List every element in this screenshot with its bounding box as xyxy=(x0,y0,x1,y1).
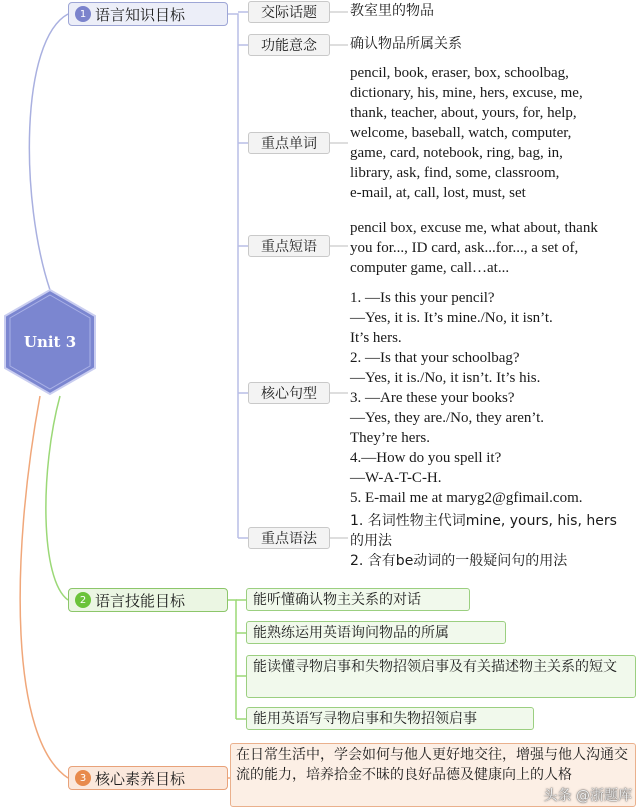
label-key-words[interactable]: 重点单词 xyxy=(248,132,330,154)
branch-number: 2 xyxy=(75,592,91,608)
skill-item-listening: 能听懂确认物主关系的对话 xyxy=(246,588,470,611)
content-sentence-patterns: 1. —Is this your pencil? —Yes, it is. It’s mine./No, it isn’t. It’s hers. 2. —Is that your schoolbag? —Yes, it is./No, it isn’t. It’s his. 3. —Are these your books? —Yes, they are./No, they aren’t. They’re hers. 4.—How do you spell it? —W-A-T-C-H. 5. E-mail me at maryg2@gfimail.com. xyxy=(350,290,583,506)
branch-language-skills[interactable] xyxy=(68,588,228,612)
label-topic[interactable]: 交际话题 xyxy=(248,1,330,23)
label-function[interactable]: 功能意念 xyxy=(248,34,330,56)
central-topic: Unit 3 xyxy=(23,333,77,351)
content-key-phrases: pencil box, excuse me, what about, thank you for..., ID card, ask...for..., a set of, computer game, call…at... xyxy=(350,220,598,276)
content-key-words: pencil, book, eraser, box, schoolbag, dictionary, his, mine, hers, excuse, me, thank, teacher, about, yours, for, help, welcome, baseball, watch, computer, game, card, notebook, ring, bag, in, library, ask, find, some, classroom, e-mail, at, call, lost, must, set xyxy=(350,65,583,201)
skill-item-asking: 能熟练运用英语询问物品的所属 xyxy=(246,621,506,644)
content-grammar: 1. 名词性物主代词mine, yours, his, hers 的用法 2. 含有be动词的一般疑问句的用法 xyxy=(350,513,617,569)
branch-title: 核心素养目标 xyxy=(95,769,186,788)
branch-title: 语言技能目标 xyxy=(95,591,186,610)
core-literacy-text: 在日常生活中，学会如何与他人更好地交往，增强与他人沟通交流的能力，培养拾金不昧的良好品德及健康向上的人格 xyxy=(230,743,636,807)
branch-number: 1 xyxy=(75,6,91,22)
content-topic: 教室里的物品 xyxy=(350,3,434,19)
label-sentence-patterns[interactable]: 核心句型 xyxy=(248,382,330,404)
skill-item-reading: 能读懂寻物启事和失物招领启事及有关描述物主关系的短文 xyxy=(246,655,636,698)
branch-core-literacy[interactable] xyxy=(68,766,228,790)
branch-language-knowledge[interactable] xyxy=(68,2,228,26)
content-function: 确认物品所属关系 xyxy=(350,36,462,52)
label-key-phrases[interactable]: 重点短语 xyxy=(248,235,330,257)
branch-number: 3 xyxy=(75,770,91,786)
skill-item-writing: 能用英语写寻物启事和失物招领启事 xyxy=(246,707,534,730)
watermark: 头条 @浙题库 xyxy=(543,788,632,804)
branch-title: 语言知识目标 xyxy=(95,5,186,24)
label-grammar[interactable]: 重点语法 xyxy=(248,527,330,549)
